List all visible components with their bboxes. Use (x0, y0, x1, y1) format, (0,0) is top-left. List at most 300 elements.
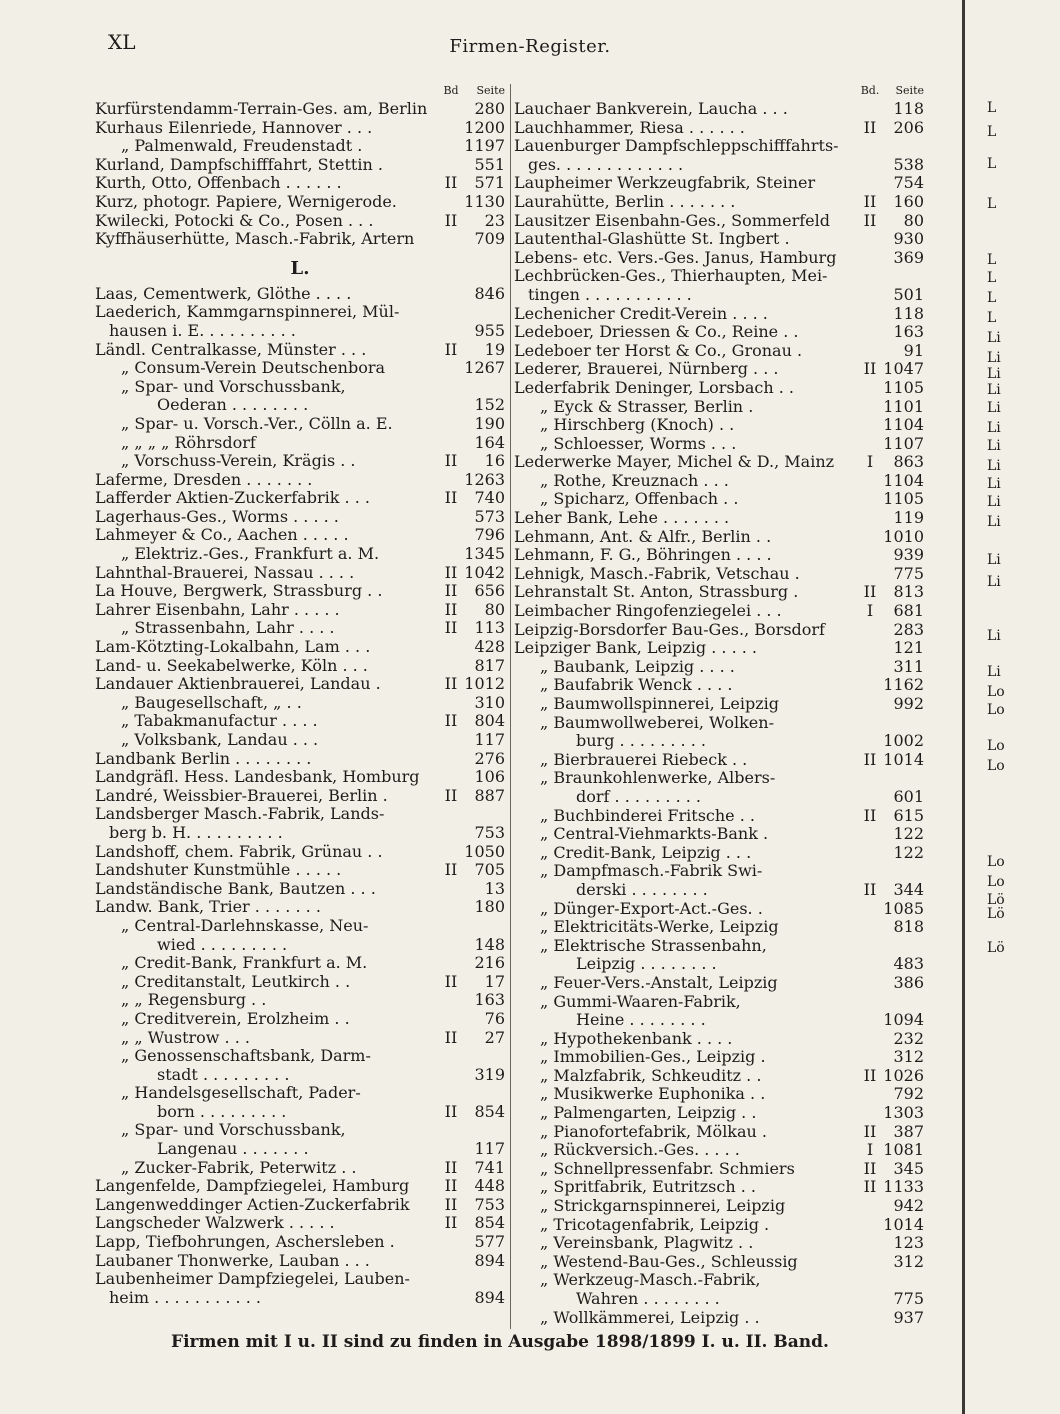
entry-volume: II (863, 1158, 877, 1178)
entry-volume: II (863, 805, 877, 825)
entry-name: „ Elektriz.-Ges., Frankfurt a. M. (121, 544, 380, 564)
entry-name: „ Feuer-Vers.-Anstalt, Leipzig (540, 972, 778, 992)
register-entry (95, 1084, 505, 1103)
entry-page: 1101 (883, 396, 924, 416)
register-entry (514, 1290, 924, 1309)
entry-page: 804 (474, 711, 505, 731)
entry-name: „ Rothe, Kreuznach . . . (540, 470, 729, 490)
register-entry (95, 359, 505, 378)
register-entry (514, 732, 924, 751)
register-entry (95, 1140, 505, 1159)
entry-page: 1026 (883, 1065, 924, 1085)
register-entry (95, 156, 505, 175)
entry-volume: II (863, 191, 877, 211)
entry-page: 992 (893, 694, 924, 713)
entry-name: Landbank Berlin . . . . . . . . (95, 748, 312, 768)
entry-volume: II (444, 488, 458, 508)
entry-name: Leipziger Bank, Leipzig . . . . . (514, 638, 758, 658)
edge-fragment: Li (987, 628, 1001, 644)
edge-fragment: L (987, 156, 997, 172)
register-entry (95, 526, 505, 545)
register-entry (514, 379, 924, 398)
bd-header: Bd (443, 84, 459, 97)
register-entry (95, 973, 505, 992)
entry-name: „ Baumwollweberei, Wolken- (540, 712, 774, 732)
register-entry (514, 807, 924, 826)
register-entry (95, 638, 505, 657)
entry-name: Langenweddinger Actien-Zuckerfabrik (95, 1194, 410, 1214)
entry-page: 91 (903, 340, 924, 360)
register-entry (514, 416, 924, 435)
edge-fragment: Li (987, 400, 1001, 416)
register-entry (514, 360, 924, 379)
right-column (514, 82, 924, 1327)
entry-name: „ Immobilien-Ges., Leipzig . (540, 1047, 766, 1067)
entry-name: „ Schloesser, Worms . . . (540, 433, 737, 453)
entry-page: 13 (484, 878, 505, 898)
entry-page: 1130 (464, 191, 505, 211)
entry-name: „ Volksbank, Landau . . . (121, 730, 319, 749)
page-title: Firmen-Register. (449, 36, 611, 57)
entry-page: 1197 (464, 136, 505, 156)
register-entry (95, 712, 505, 731)
entry-page: 740 (474, 488, 505, 508)
next-page-edge (962, 0, 1003, 1414)
register-entry (95, 880, 505, 899)
entry-page: 152 (474, 395, 505, 415)
entry-page: 190 (474, 413, 505, 433)
register-entry (514, 1309, 924, 1328)
page-number: XL (108, 30, 136, 54)
entry-name: „ Spar- u. Vorsch.-Ver., Cölln a. E. (121, 413, 393, 433)
entry-name: Laederich, Kammgarnspinnerei, Mül- (95, 302, 400, 322)
entry-name: „ Credit-Bank, Frankfurt a. M. (121, 953, 368, 973)
register-entry (514, 1123, 924, 1142)
entry-volume: II (444, 451, 458, 471)
entry-name: „ Wollkämmerei, Leipzig . . (540, 1307, 760, 1327)
entry-page: 754 (893, 173, 924, 193)
register-entry (95, 1047, 505, 1066)
register-entry (95, 137, 505, 156)
entry-volume: I (866, 601, 874, 621)
entry-name: Kurth, Otto, Offenbach . . . . . . (95, 173, 342, 193)
entry-page: 863 (893, 452, 924, 472)
entry-page: 894 (474, 1250, 505, 1270)
register-entry (514, 695, 924, 714)
entry-volume: II (444, 1176, 458, 1196)
seite-header: Seite (895, 84, 924, 97)
edge-fragment: L (987, 270, 997, 286)
register-entry (514, 267, 924, 286)
register-entry (95, 582, 505, 601)
entry-volume: II (444, 711, 458, 731)
entry-name: Kwilecki, Potocki & Co., Posen . . . (95, 210, 374, 230)
entry-volume: II (444, 562, 458, 582)
entry-name: Landständische Bank, Bautzen . . . (95, 878, 376, 898)
entry-page: 577 (474, 1232, 505, 1252)
register-entry (95, 750, 505, 769)
entry-page: 615 (893, 805, 924, 825)
register-entry (514, 583, 924, 602)
register-entry (514, 937, 924, 956)
register-entry (95, 212, 505, 231)
entry-name: Lehranstalt St. Anton, Strassburg . (514, 582, 799, 602)
entry-volume: II (863, 879, 877, 899)
entry-name: Kurhaus Eilenriede, Hannover . . . (95, 117, 373, 137)
entry-page: 753 (474, 1194, 505, 1214)
entry-page: 1002 (883, 731, 924, 751)
entry-name: „ Malzfabrik, Schkeuditz . . (540, 1065, 762, 1085)
edge-fragment: L (987, 124, 997, 140)
register-entry (514, 769, 924, 788)
entry-name: Lederer, Brauerei, Nürnberg . . . (514, 359, 779, 379)
entry-page: 123 (893, 1233, 924, 1253)
entry-name: Leher Bank, Lehe . . . . . . . (514, 508, 730, 528)
entry-name: „ „ Wustrow . . . (121, 1027, 250, 1047)
entry-page: 601 (893, 786, 924, 806)
register-entry (95, 694, 505, 713)
entry-page: 792 (893, 1084, 924, 1104)
entry-name: „ Creditverein, Erolzheim . . (121, 1008, 350, 1028)
edge-fragment: Li (987, 420, 1001, 436)
entry-name: Laurahütte, Berlin . . . . . . . (514, 191, 736, 211)
entry-name: stadt . . . . . . . . . (157, 1064, 290, 1084)
entry-page: 122 (893, 824, 924, 844)
entry-name: Land- u. Seekabelwerke, Köln . . . (95, 655, 368, 675)
entry-name: „ Hirschberg (Knoch) . . (540, 415, 735, 435)
entry-name: „ Spicharz, Offenbach . . (540, 489, 739, 509)
register-entry (514, 286, 924, 305)
entry-page: 483 (893, 954, 924, 974)
register-entry (514, 1216, 924, 1235)
entry-name: „ Gummi-Waaren-Fabrik, (540, 991, 741, 1011)
entry-name: Laubenheimer Dampfziegelei, Lauben- (95, 1269, 410, 1289)
edge-fragment: Li (987, 458, 1001, 474)
register-entry (514, 174, 924, 193)
entry-name: Ländl. Centralkasse, Münster . . . (95, 339, 367, 359)
register-entry (95, 1270, 505, 1289)
edge-fragment: Lo (987, 702, 1005, 718)
entry-page: 1042 (464, 562, 505, 582)
register-entry (95, 936, 505, 955)
register-entry (514, 993, 924, 1012)
entry-volume: II (444, 1213, 458, 1233)
entry-page: 887 (474, 785, 505, 805)
register-entry (514, 900, 924, 919)
section-heading: L. (290, 257, 310, 279)
entry-page: 1085 (883, 898, 924, 918)
entry-volume: II (444, 1101, 458, 1121)
entry-page: 1012 (464, 674, 505, 694)
entry-page: 80 (903, 210, 924, 230)
entry-page: 117 (474, 730, 505, 749)
register-entry (514, 490, 924, 509)
register-entry (95, 285, 505, 304)
entry-page: 813 (893, 582, 924, 602)
bd-header: Bd. (860, 84, 880, 97)
entry-name: „ Eyck & Strasser, Berlin . (540, 396, 754, 416)
entry-name: „ Baufabrik Wenck . . . . (540, 675, 733, 695)
register-entry (95, 322, 505, 341)
entry-page: 148 (474, 934, 505, 954)
entry-page: 312 (893, 1047, 924, 1067)
entry-page: 163 (893, 322, 924, 342)
register-entry (514, 1085, 924, 1104)
entry-page: 1263 (464, 469, 505, 489)
register-entry (514, 509, 924, 528)
entry-page: 311 (893, 656, 924, 676)
entry-name: „ Buchbinderei Fritsche . . (540, 805, 755, 825)
entry-name: „ Zucker-Fabrik, Peterwitz . . (121, 1157, 357, 1177)
entry-name: „ Spar- und Vorschussbank, (121, 376, 346, 396)
register-entry (514, 825, 924, 844)
entry-name: „ Vereinsbank, Plagwitz . . (540, 1233, 754, 1253)
entry-name: „ Braunkohlenwerke, Albers- (540, 768, 776, 788)
entry-page: 76 (484, 1008, 505, 1028)
register-entry (95, 787, 505, 806)
register-entry (514, 1253, 924, 1272)
entry-name: „ Elektricitäts-Werke, Leipzig (540, 917, 779, 937)
entry-page: 1081 (883, 1140, 924, 1160)
entry-page: 119 (893, 508, 924, 528)
entry-name: tingen . . . . . . . . . . . (528, 284, 692, 304)
register-entry (95, 675, 505, 694)
entry-page: 1345 (464, 544, 505, 564)
left-column (95, 82, 505, 1307)
edge-fragment: Li (987, 382, 1001, 398)
entry-page: 775 (893, 563, 924, 583)
entry-name: derski . . . . . . . . (576, 879, 708, 899)
entry-volume: II (863, 1121, 877, 1141)
edge-fragment: Lö (987, 906, 1005, 922)
entry-page: 1162 (883, 675, 924, 695)
right-column-header (514, 82, 924, 100)
entry-page: 345 (893, 1158, 924, 1178)
entry-name: „ Vorschuss-Verein, Krägis . . (121, 451, 356, 471)
edge-fragment: Li (987, 574, 1001, 590)
entry-name: heim . . . . . . . . . . . (109, 1287, 261, 1307)
entry-name: berg b. H. . . . . . . . . . (109, 822, 283, 842)
edge-fragment: Lö (987, 892, 1005, 908)
entry-page: 1105 (883, 489, 924, 509)
entry-volume: II (863, 210, 877, 230)
register-entry (95, 1010, 505, 1029)
entry-volume: II (444, 971, 458, 991)
entry-name: Lapp, Tiefbohrungen, Aschersleben . (95, 1232, 395, 1252)
edge-fragment: L (987, 100, 997, 116)
entry-page: 319 (474, 1064, 505, 1084)
entry-page: 180 (474, 897, 505, 917)
entry-page: 1107 (883, 433, 924, 453)
edge-fragment: Li (987, 552, 1001, 568)
register-entry (514, 1197, 924, 1216)
entry-page: 501 (893, 284, 924, 304)
entry-page: 118 (893, 99, 924, 118)
entry-page: 428 (474, 637, 505, 657)
entry-page: 705 (474, 860, 505, 880)
register-entry (514, 100, 924, 119)
register-entry (514, 621, 924, 640)
register-entry (514, 1271, 924, 1290)
entry-page: 206 (893, 117, 924, 137)
entry-name: „ Westend-Bau-Ges., Schleussig (540, 1251, 798, 1271)
register-entry (514, 918, 924, 937)
entry-page: 818 (893, 917, 924, 937)
register-entry (514, 565, 924, 584)
register-entry (95, 917, 505, 936)
entry-page: 854 (474, 1213, 505, 1233)
entry-volume: I (866, 1140, 874, 1160)
entry-name: Lagerhaus-Ges., Worms . . . . . (95, 506, 339, 526)
edge-fragment: Lo (987, 684, 1005, 700)
entry-page: 280 (474, 99, 505, 118)
entry-name: burg . . . . . . . . . (576, 731, 706, 751)
entry-volume: II (444, 339, 458, 359)
edge-fragment: Li (987, 494, 1001, 510)
entry-name: „ „ „ „ Röhrsdorf (121, 432, 256, 452)
entry-page: 846 (474, 283, 505, 303)
entry-page: 80 (484, 599, 505, 619)
entry-volume: II (444, 581, 458, 601)
seite-header: Seite (476, 84, 505, 97)
edge-fragment: Lo (987, 758, 1005, 774)
entry-name: „ Schnellpressenfabr. Schmiers (540, 1158, 795, 1178)
entry-name: born . . . . . . . . . (157, 1101, 287, 1121)
edge-fragment: Li (987, 366, 1001, 382)
entry-page: 276 (474, 748, 505, 768)
register-entry (514, 1160, 924, 1179)
entry-volume: II (863, 582, 877, 602)
entry-page: 387 (893, 1121, 924, 1141)
entry-page: 117 (474, 1139, 505, 1159)
register-entry (514, 230, 924, 249)
register-entry (95, 119, 505, 138)
entry-name: Lehmann, Ant. & Alfr., Berlin . . (514, 526, 772, 546)
entry-name: „ Creditanstalt, Leutkirch . . (121, 971, 351, 991)
entry-page: 1094 (883, 1010, 924, 1030)
register-entry (514, 1178, 924, 1197)
register-entry (514, 676, 924, 695)
edge-fragment: Li (987, 514, 1001, 530)
register-entry (95, 1196, 505, 1215)
register-entry (514, 1234, 924, 1253)
entry-name: „ Tabakmanufactur . . . . (121, 711, 318, 731)
entry-page: 1047 (883, 359, 924, 379)
entry-volume: II (863, 1065, 877, 1085)
entry-page: 775 (893, 1289, 924, 1308)
register-entry (514, 453, 924, 472)
entry-name: Landgräfl. Hess. Landesbank, Homburg (95, 767, 420, 787)
entry-page: 894 (474, 1287, 505, 1307)
entry-name: „ Dampfmasch.-Fabrik Swi- (540, 861, 763, 881)
entry-volume: II (863, 359, 877, 379)
entry-page: 854 (474, 1101, 505, 1121)
entry-page: 113 (474, 618, 505, 638)
edge-fragment: Li (987, 330, 1001, 346)
entry-page: 386 (893, 972, 924, 992)
register-entry (514, 137, 924, 156)
entry-name: „ Pianofortefabrik, Mölkau . (540, 1121, 768, 1141)
register-entry (514, 1011, 924, 1030)
entry-name: Wahren . . . . . . . . (576, 1289, 720, 1308)
register-entry (95, 768, 505, 787)
register-entry (95, 601, 505, 620)
entry-page: 681 (893, 601, 924, 621)
entry-name: wied . . . . . . . . . (157, 934, 288, 954)
entry-page: 312 (893, 1251, 924, 1271)
register-entry (95, 1159, 505, 1178)
entry-name: Leipzig-Borsdorfer Bau-Ges., Borsdorf (514, 619, 825, 639)
entry-page: 753 (474, 822, 505, 842)
entry-name: ges. . . . . . . . . . . . . (528, 154, 684, 174)
register-entry (95, 434, 505, 453)
entry-page: 930 (893, 229, 924, 249)
register-entry (514, 398, 924, 417)
register-entry (514, 435, 924, 454)
entry-name: Lahnthal-Brauerei, Nassau . . . . (95, 562, 355, 582)
edge-fragment: L (987, 196, 997, 212)
entry-name: Lausitzer Eisenbahn-Ges., Sommerfeld (514, 210, 830, 230)
register-entry (95, 824, 505, 843)
entry-name: „ Spar- und Vorschussbank, (121, 1120, 346, 1140)
register-entry (95, 1252, 505, 1271)
entry-name: „ Werkzeug-Masch.-Fabrik, (540, 1270, 761, 1290)
register-entry (95, 471, 505, 490)
entry-name: La Houve, Bergwerk, Strassburg . . (95, 581, 383, 601)
register-entry (514, 305, 924, 324)
entry-page: 1104 (883, 470, 924, 490)
register-entry (95, 1066, 505, 1085)
entry-name: Lam-Kötzting-Lokalbahn, Lam . . . (95, 637, 371, 657)
register-entry (95, 545, 505, 564)
entry-page: 232 (893, 1028, 924, 1048)
entry-name: Lebens- etc. Vers.-Ges. Janus, Hamburg (514, 247, 837, 267)
entry-name: Langenau . . . . . . . (157, 1139, 309, 1159)
register-entry (95, 843, 505, 862)
entry-name: Langscheder Walzwerk . . . . . (95, 1213, 335, 1233)
entry-page: 1303 (883, 1103, 924, 1123)
entry-page: 1104 (883, 415, 924, 435)
entry-page: 1014 (883, 1214, 924, 1234)
register-entry (95, 1177, 505, 1196)
register-entry (514, 974, 924, 993)
entry-name: Lahmeyer & Co., Aachen . . . . . (95, 525, 349, 545)
entry-page: 656 (474, 581, 505, 601)
entry-name: „ Elektrische Strassenbahn, (540, 935, 767, 955)
entry-name: Landw. Bank, Trier . . . . . . . (95, 897, 321, 917)
entry-name: „ Hypothekenbank . . . . (540, 1028, 733, 1048)
entry-name: Lechbrücken-Ges., Thierhaupten, Mei- (514, 266, 828, 286)
entry-page: 160 (893, 191, 924, 211)
register-entry (95, 657, 505, 676)
entry-name: Laupheimer Werkzeugfabrik, Steiner (514, 173, 816, 193)
entry-page: 538 (893, 154, 924, 174)
entry-name: Lauchaer Bankverein, Laucha . . . (514, 99, 788, 118)
entry-volume: II (444, 674, 458, 694)
register-entry (95, 452, 505, 471)
entry-name: Lederwerke Mayer, Michel & D., Mainz (514, 452, 835, 472)
register-entry (514, 212, 924, 231)
left-column-header (95, 82, 505, 100)
register-entry (514, 1141, 924, 1160)
register-entry (95, 193, 505, 212)
entry-name: Lauenburger Dampfschleppschifffahrts- (514, 136, 839, 156)
edge-fragment: Li (987, 476, 1001, 492)
entry-page: 1050 (464, 841, 505, 861)
register-entry (514, 193, 924, 212)
entry-name: Ledeboer, Driessen & Co., Reine . . (514, 322, 799, 342)
entry-name: Leipzig . . . . . . . . (576, 954, 717, 974)
